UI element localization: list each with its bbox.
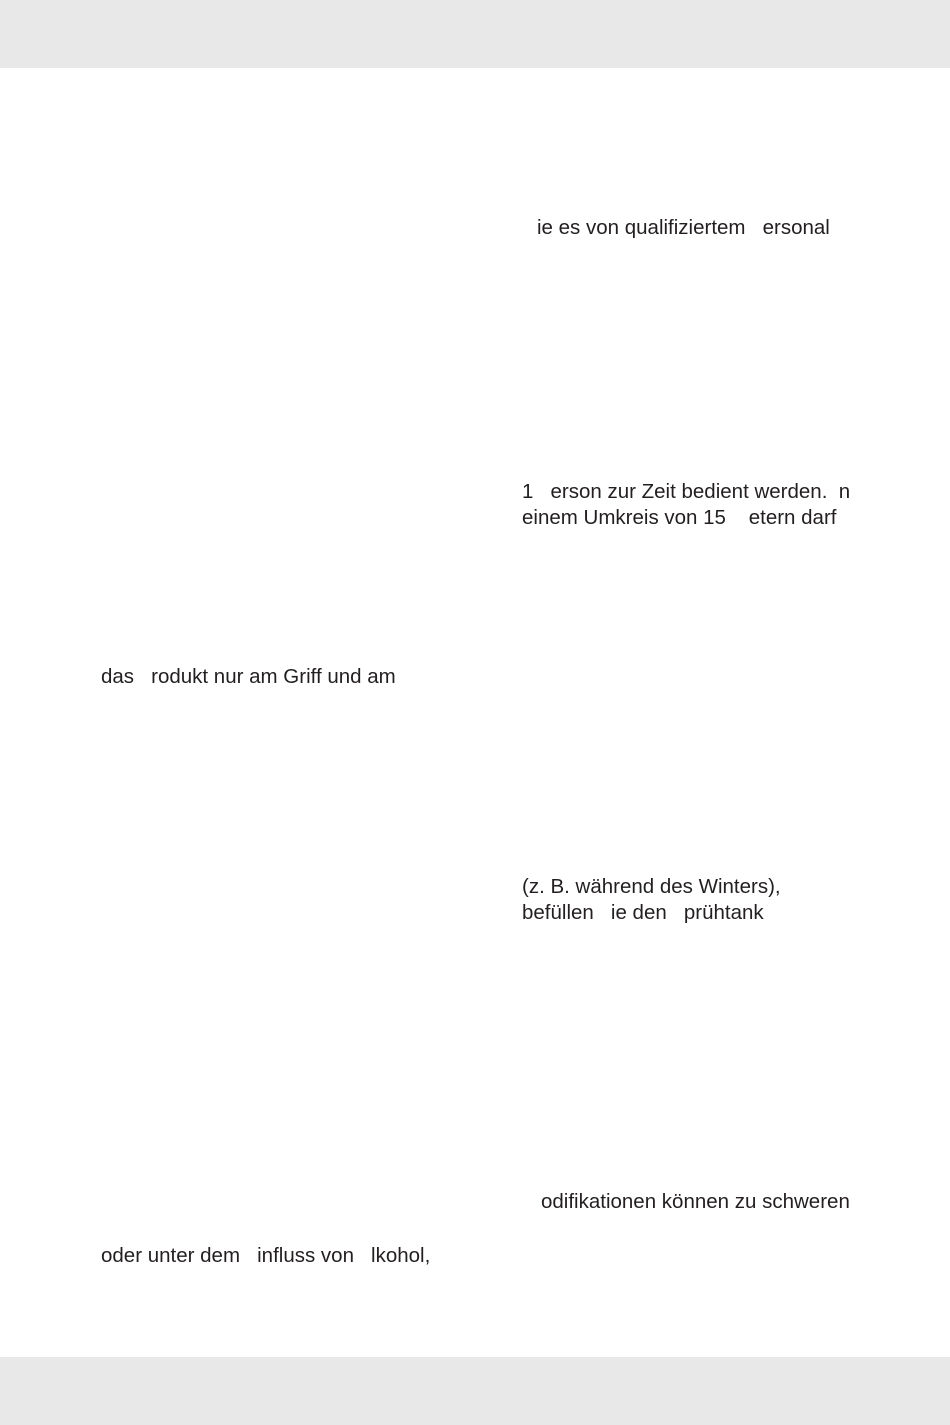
text-line: 1 erson zur Zeit bedient werden. n: [522, 480, 851, 503]
text-line: (z. B. während des Winters),: [522, 875, 781, 898]
bottom-margin-band: [0, 1357, 950, 1425]
document-page: [0, 68, 950, 1357]
top-margin-band: [0, 0, 950, 68]
text-line: odifikationen können zu schweren: [541, 1190, 850, 1213]
text-line: das rodukt nur am Griff und am: [101, 665, 396, 688]
text-line: ie es von qualifiziertem ersonal: [537, 216, 830, 239]
text-line: befüllen ie den prühtank: [522, 901, 764, 924]
text-line: einem Umkreis von 15 etern darf: [522, 506, 837, 529]
text-line: oder unter dem influss von lkohol,: [101, 1244, 431, 1267]
